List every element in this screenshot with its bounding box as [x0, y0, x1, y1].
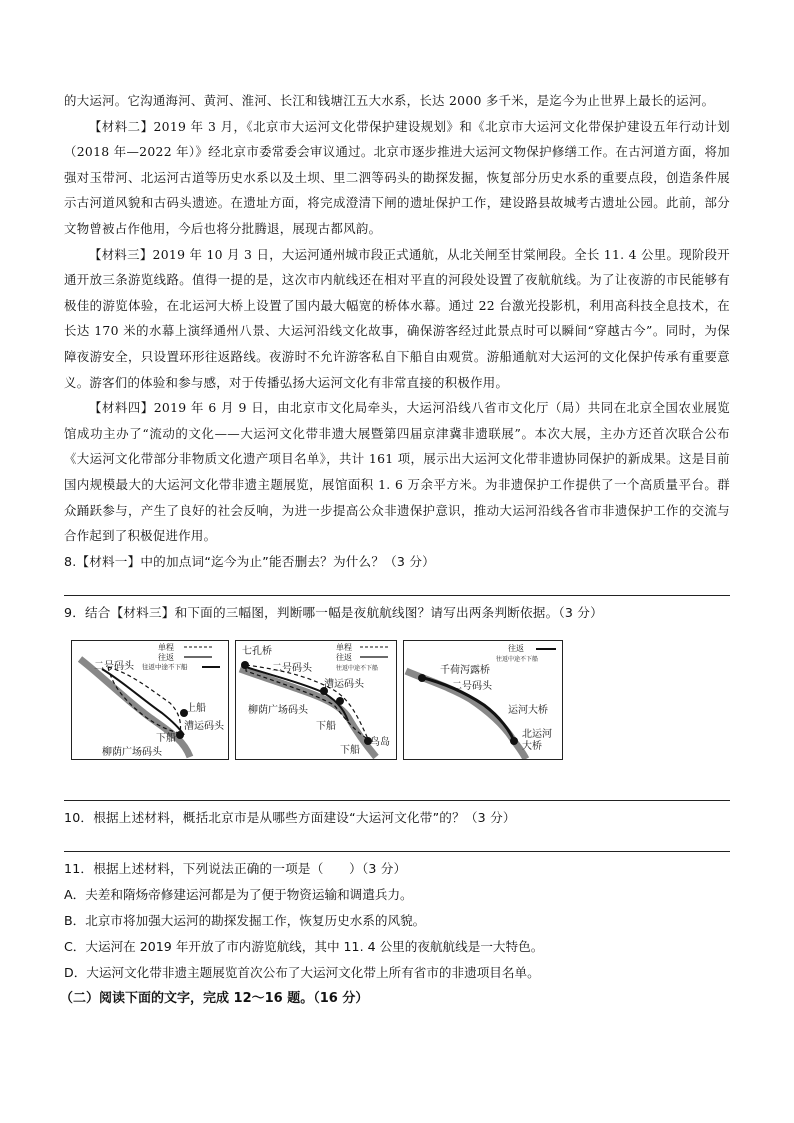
- material-two: 【材料二】2019 年 3 月，《北京市大运河文化带保护建设规划》和《北京市大运河文化带保护建设五年行动计划（2018 年—2022 年）》经北京市委常委会审议通过。北京市逐步推进大运河文物保护修缮工作。在古河道方面，将加强对玉带河、北运河古道等历史水系以及土坝、里二泗等码头的勘探发掘，恢复部分历史水系的重要点段，创造条件展示古河道风貌和古码头遗迹。在遗址方面，将完成澄清下闸的遗址保护工作，建设路县故城考古遗址公园。此前，部分文物曾被占作他用，今后也将分批腾退，展现古都风韵。: [64, 118, 730, 236]
- question-11: 11．根据上述材料，下列说法正确的一项是（ ）（3 分）: [64, 860, 407, 876]
- map1-label-0: 二号码头: [94, 660, 134, 672]
- route-map-2: [235, 640, 397, 760]
- map1-label-2: 下船: [156, 732, 176, 744]
- map1-label-3: 漕运码头: [184, 720, 224, 732]
- map1-legend-no-stop: 往返中途不下船: [142, 662, 188, 671]
- map2-label-1: 二号码头: [272, 662, 312, 674]
- map1-label-1: 上船: [186, 702, 206, 714]
- map2-label-5: 下船: [340, 744, 360, 756]
- map1-legend-one-way: 单程: [158, 642, 174, 652]
- answer-line-8[interactable]: [64, 575, 730, 596]
- question-10: 10．根据上述材料，概括北京市是从哪些方面建设“大运河文化带”的？（3 分）: [64, 809, 516, 825]
- question-8: 8.【材料一】中的加点词“迄今为止”能否删去？为什么？（3 分）: [64, 553, 435, 569]
- map2-label-4: 下船: [316, 720, 336, 732]
- option-c[interactable]: C．大运河在 2019 年开放了市内游览航线，其中 11. 4 公里的夜航航线是一大特色。: [64, 938, 544, 954]
- material-four: 【材料四】2019 年 6 月 9 日，由北京市文化局牵头，大运河沿线八省市文化厅（局）共同在北京全国农业展览馆成功主办了“流动的文化——大运河文化带非遗大展暨第四届京津冀非遗联展”。本次大展，主办方还首次联合公布《大运河文化带部分非物质文化遗产项目名单》，共计 161 项，展示出大运河文化带非遗协同保护的新成果。这是目前国内规模最大的大运河文化带非遗主题展览，展馆面积 1. 6 万余平方米。为非遗保护工作提供了一个高质量平台。群众踊跃参与，产生了良好的社会反响，为进一步提高公众非遗保护意识，推动大运河沿线各省市非遗保护工作的交流与合作起到了积极促进作用。: [64, 400, 730, 544]
- map3-legend-no-stop: 往返中途不下船: [496, 655, 539, 663]
- map1-label-4: 柳荫广场码头: [102, 746, 162, 758]
- option-d[interactable]: D．大运河文化带非遗主题展览首次公布了大运河文化带上所有省市的非遗项目名单。: [64, 964, 540, 980]
- map2-legend-no-stop: 往返中途不下船: [336, 664, 379, 672]
- map3-label-1: 二号码头: [452, 680, 492, 692]
- map3-label-4: 大桥: [522, 740, 542, 752]
- map2-label-2: 漕运码头: [324, 678, 364, 690]
- map3-legend-round: 往返: [508, 643, 524, 653]
- map3-label-0: 千荷泻露桥: [440, 664, 490, 676]
- route-map-3: [403, 640, 563, 760]
- map2-label-0: 七孔桥: [242, 645, 272, 657]
- map2-legend-one-way: 单程: [336, 642, 352, 652]
- map3-label-2: 运河大桥: [508, 704, 548, 716]
- option-b[interactable]: B．北京市将加强大运河的勘探发掘工作，恢复历史水系的风貌。: [64, 912, 426, 928]
- map2-label-6: 鸟岛: [370, 736, 390, 748]
- option-a[interactable]: A．夫差和隋炀帝修建运河都是为了便于物资运输和调遣兵力。: [64, 886, 413, 902]
- material-three: 【材料三】2019 年 10 月 3 日，大运河通州城市段正式通航，从北关闸至甘棠闸段。全长 11. 4 公里。现阶段开通开放三条游览线路。值得一提的是，这次市内航线还在相对平直的河段处设置了夜航航线。为了让夜游的市民能够有极佳的游览体验，在北运河大桥上设置了国内最大幅宽的桥体水幕。通过 22 台激光投影机，利用高科技全息技术，在长达 170 米的水幕上演绎通州八景、大运河沿线文化故事，确保游客经过此景点时可以瞬间“穿越古今”。同时，为保障夜游安全，只设置环形往返路线。夜游时不允许游客私自下船自由观赏。游船通航对大运河的文化保护传承有重要意义。游客们的体验和参与感，对于传播弘扬大运河文化有非常直接的积极作用。: [64, 246, 730, 390]
- map1-legend-round: 往返: [158, 652, 174, 662]
- question-9: 9．结合【材料三】和下面的三幅图，判断哪一幅是夜航航线图？请写出两条判断依据。（3 分）: [64, 604, 603, 620]
- map2-legend-round: 往返: [336, 652, 352, 662]
- route-map-1: [71, 640, 229, 760]
- map3-label-3: 北运河: [522, 728, 552, 740]
- section-two-heading: （二）阅读下面的文字，完成 12～16 题。（16 分）: [60, 990, 369, 1006]
- route-maps: [71, 640, 730, 768]
- material-one-ending: 的大运河。它沟通海河、黄河、淮河、长江和钱塘江五大水系，长达 2000 多千米，是迄今为止世界上最长的运河。: [64, 93, 715, 108]
- answer-line-9[interactable]: [64, 780, 730, 801]
- map2-label-3: 柳荫广场码头: [248, 704, 308, 716]
- exam-page: [60, 88, 730, 1012]
- answer-line-10[interactable]: [64, 831, 730, 852]
